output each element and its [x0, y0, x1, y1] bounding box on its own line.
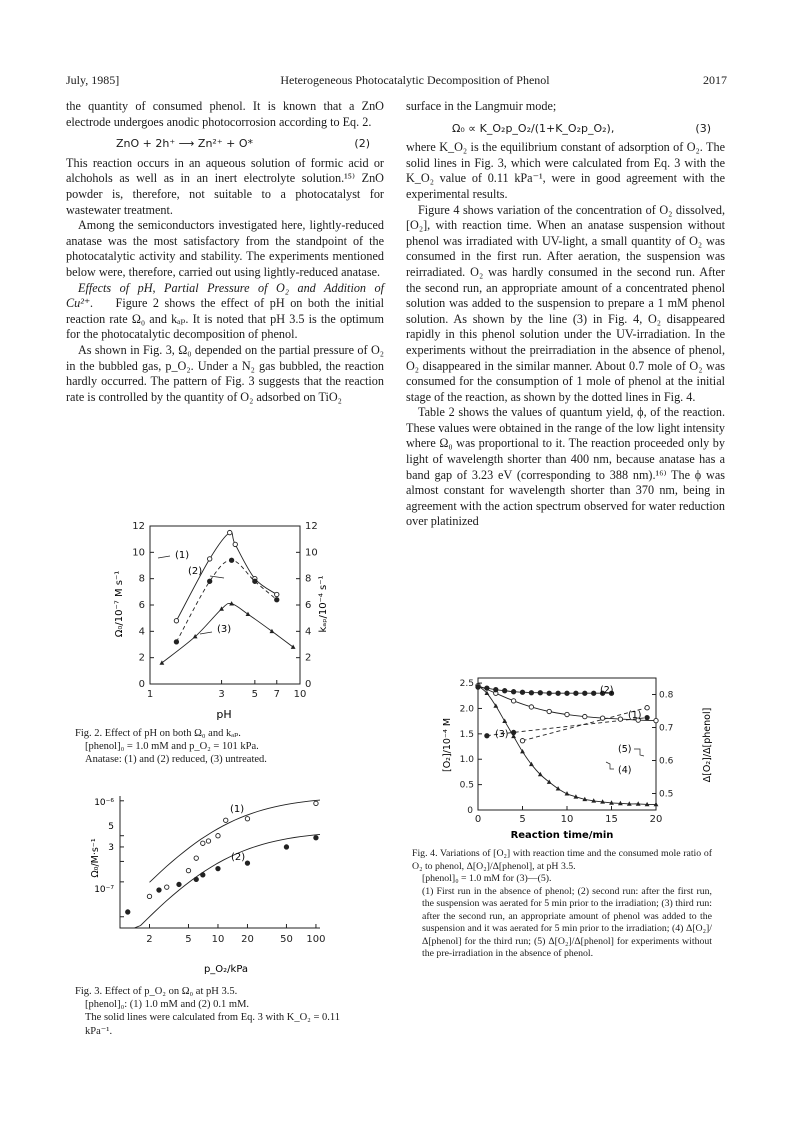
- caption-line: (1) First run in the absence of phenol; (2) second run: after the first run, the suspension was aerated for 5 min prior to the irradiation; (3) third run: after the second run, an appropriate amount of phenol was added to the suspension and it was aerated for 5 min prior to the irradiation; (4) Δ[O₂]/Δ[phenol] for the third run; (5) Δ[O₂]/Δ[phenol] for experiments without the pre-irradiation in the absence of phenol.: [422, 885, 712, 959]
- curve-label-2: (2): [188, 566, 203, 577]
- x-axis-label: Reaction time/min: [510, 830, 614, 841]
- data-point: [314, 801, 318, 805]
- y-tick-label: 2.5: [459, 679, 474, 690]
- data-point: [207, 557, 211, 561]
- data-point: [503, 688, 507, 692]
- header-left: July, 1985]: [66, 73, 120, 87]
- y2-tick-label: 8: [305, 573, 312, 585]
- data-point: [529, 691, 533, 695]
- data-point: [645, 715, 649, 719]
- curve-label-3: (3): [217, 624, 232, 635]
- x-tick-label: 0: [474, 814, 482, 825]
- paragraph: Figure 4 shows variation of the concentration of O₂ dissolved, [O₂], with reaction time. When an anatase suspension without phenol was irradiated with UV-light, a small quantity of O₂ was consumed in the first run. After aeration, the suspension was reirradiated. O₂ was hardly consumed in the second run. After the second run, an appropriate amount of a concentrated phenol solution was added to the suspension to prepare a 1 mM phenol solution. As shown by the line (3) in Fig. 4, O₂ disappeared rapidly in this phenol solution under the UV-irradiation. In the experiments without the preirradiation in the absence of phenol, O₂ disappeared in the similar manner. About 0.7 mole of O₂ was consumed for the consumption of 1 mole of phenol at the initial stage of the reaction, as shown by the dotted lines in Fig. 4.: [406, 202, 725, 404]
- x-tick-label: 10: [560, 814, 574, 825]
- data-point: [291, 645, 296, 649]
- y-tick-label: 8: [138, 573, 145, 585]
- figure-3-chart: [86, 788, 332, 976]
- y2-tick-label: 0.8: [659, 690, 674, 701]
- data-point: [174, 619, 178, 623]
- data-point: [206, 839, 210, 843]
- x-tick-label: 3: [218, 689, 225, 700]
- data-point: [157, 888, 161, 892]
- left-column: [66, 99, 384, 405]
- caption-line: The solid lines were calculated from Eq. 3 with K_O₂ = 0.11 kPa⁻¹.: [85, 1012, 341, 1037]
- paragraph: This reaction occurs in an aqueous solution of formic acid or alchohols as well as in an inert electrolyte solution.¹⁵⁾ ZnO powder is, therefore, not suitable to a photocatalyst for wastewater treatment.: [66, 155, 384, 217]
- y-tick-label: 12: [132, 521, 145, 532]
- y-tick-label: 1.5: [459, 729, 474, 740]
- data-point: [245, 861, 249, 865]
- data-point: [583, 691, 587, 695]
- paragraph: where K_O₂ is the equilibrium constant of adsorption of O₂. The solid lines in Fig. 3, which were calculated from Eq. 3 with the K_O₂ value of 0.11 kPa⁻¹, were in good agreement with the experimental results.: [406, 140, 725, 201]
- arrow-1: [158, 556, 170, 558]
- x-tick-label: 5: [519, 814, 526, 825]
- y2-tick-label: 0.7: [659, 723, 674, 734]
- figure-4-chart: [438, 670, 718, 842]
- data-point: [165, 885, 169, 889]
- data-point: [574, 691, 578, 695]
- data-point: [201, 841, 205, 845]
- right-column: [406, 99, 725, 530]
- curve-label-2: (2): [231, 852, 246, 863]
- equation-text: Ω₀ ∝ K_O₂p_O₂/(1+K_O₂p_O₂),: [452, 121, 615, 135]
- x-tick-label: 2: [146, 934, 153, 945]
- y2-tick-label: 0.6: [659, 756, 674, 767]
- data-point: [228, 530, 232, 534]
- x-tick-label: 20: [241, 934, 254, 945]
- caption-line: Fig. 4. Variations of [O₂] with reaction time and the consumed mole ratio of O₂ to phenol, Δ[O₂]/Δ[phenol], at pH 3.5.: [412, 848, 712, 872]
- y2-tick-label: 0: [305, 679, 312, 690]
- caption-line: Anatase: (1) and (2) reduced, (3) untreated.: [85, 754, 267, 766]
- data-point: [201, 873, 205, 877]
- series-line: [487, 718, 647, 736]
- x-tick-label: 50: [280, 934, 293, 945]
- y-tick-label: 6: [138, 600, 145, 611]
- data-point: [147, 894, 151, 898]
- equation-3: [406, 115, 725, 141]
- fitted-line: [128, 834, 320, 928]
- x-tick-label: 10: [211, 934, 225, 945]
- data-point: [186, 868, 190, 872]
- data-point: [645, 706, 649, 710]
- label-leader: [606, 762, 614, 769]
- y-axis-label: [O₂]/10⁻⁴ M: [442, 717, 453, 773]
- data-point: [275, 598, 279, 602]
- y2-tick-label: 6: [305, 600, 312, 611]
- data-point: [547, 691, 551, 695]
- paragraph: surface in the Langmuir mode;: [406, 99, 557, 113]
- label-leader: [634, 749, 644, 756]
- y-tick-label: 4: [138, 626, 145, 638]
- x-tick-label: 100: [306, 934, 326, 945]
- data-point: [233, 542, 237, 546]
- data-point: [207, 579, 211, 583]
- figure-2-caption: [75, 727, 365, 767]
- paragraph: [66, 281, 384, 343]
- x-tick-label: 15: [605, 814, 618, 825]
- data-point: [600, 716, 604, 720]
- curve-label-4: (4): [618, 765, 632, 776]
- data-point: [556, 786, 561, 790]
- data-point: [485, 686, 489, 690]
- paragraph: Table 2 shows the values of quantum yield, ϕ, of the reaction. These values were obtained in the range of the low light intensity where Ω₀ was proportional to it. The reaction proceeded only by light of wavelength shorter than 400 nm, because anatase has a band gap of 3.23 eV (corresponding to 388 nm).¹⁶⁾ The ϕ was almost constant for wavelength shorter than 370 nm, being in agreement with the action spectrum observed for water reduction over platinized: [406, 405, 725, 529]
- data-point: [159, 660, 164, 664]
- data-point: [174, 640, 178, 644]
- y2-tick-label: 4: [305, 626, 312, 638]
- paragraph: Among the semiconductors investigated here, lightly-reduced anatase was the most satisfactory from the standpoint of the photocatalytic activity and stability. The experiments mentioned below were, therefore, carried out using lightly-reduced anatase.: [66, 218, 384, 279]
- data-point: [253, 579, 257, 583]
- data-point: [511, 699, 515, 703]
- caption-line: [phenol]₀ = 1.0 mM for (3)—(5).: [422, 873, 552, 884]
- y-tick-label: 10⁻⁶: [94, 798, 114, 808]
- y-tick-label: 5: [108, 822, 114, 832]
- equation-number: (2): [354, 137, 370, 151]
- data-point: [494, 687, 498, 691]
- x-axis-label: p_O₂/kPa: [203, 964, 249, 975]
- x-axis-label: pH: [216, 708, 232, 721]
- curve-label-1: (1): [175, 550, 190, 561]
- y-tick-label: 3: [108, 843, 114, 853]
- curve-label-1: (1): [628, 710, 642, 721]
- data-point: [556, 691, 560, 695]
- data-point: [126, 910, 130, 914]
- x-tick-label: 7: [273, 689, 280, 700]
- y-tick-label: 10⁻⁷: [94, 885, 114, 895]
- data-point: [216, 834, 220, 838]
- x-tick-label: 5: [185, 934, 192, 945]
- y-tick-label: 10: [132, 547, 145, 559]
- data-point: [520, 690, 524, 694]
- data-point: [592, 691, 596, 695]
- caption-line: [phenol]₀: (1) 1.0 mM and (2) 0.1 mM.: [85, 999, 250, 1011]
- figure-2-chart: [100, 512, 340, 722]
- data-point: [583, 714, 587, 718]
- curve-label-2: (2): [600, 685, 614, 696]
- data-point: [194, 877, 198, 881]
- x-tick-label: 20: [649, 814, 663, 825]
- figure-3-caption: [75, 985, 365, 1038]
- y2-axis-label: Δ[O₂]/Δ[phenol]: [702, 707, 713, 783]
- x-tick-label: 5: [251, 689, 259, 700]
- y2-tick-label: 12: [305, 521, 318, 532]
- y-tick-label: 1.0: [459, 755, 474, 766]
- y-tick-label: 2.0: [459, 704, 474, 715]
- figure-4-caption: [412, 848, 712, 961]
- caption-line: Fig. 2. Effect of pH on both Ω₀ and kₐₚ.: [75, 728, 241, 739]
- data-point: [547, 779, 552, 783]
- data-point: [275, 592, 279, 596]
- paragraph: As shown in Fig. 3, Ω₀ depended on the partial pressure of O₂ in the bubbled gas, p_O₂. Under a N₂ gas bubbled, the reaction hardly occurred. The pattern of Fig. 3 suggests that the reaction rate is controlled by the quantity of O₂ adsorbed on TiO₂: [66, 342, 384, 404]
- data-point: [565, 691, 569, 695]
- curve-label-5: (5): [618, 744, 632, 755]
- data-point: [229, 558, 233, 562]
- data-point: [224, 818, 228, 822]
- paragraph: the quantity of consumed phenol. It is known that a ZnO electrode undergoes anodic photocorrosion according to Eq. 2.: [66, 99, 384, 129]
- curve-label-1: (1): [230, 804, 245, 815]
- data-point: [511, 690, 515, 694]
- y2-tick-label: 0.5: [659, 789, 674, 800]
- y-tick-label: 0.5: [459, 780, 474, 791]
- data-point: [216, 866, 220, 870]
- data-point: [547, 709, 551, 713]
- paragraph-body: Figure 2 shows the effect of pH on both the initial reaction rate Ω₀ and kₐₚ. It is noted that pH 3.5 is the optimum for the photocatalytic decomposition of phenol.: [66, 296, 385, 342]
- equation-2: [66, 130, 384, 156]
- data-point: [529, 705, 533, 709]
- data-point: [314, 836, 318, 840]
- data-point: [565, 712, 569, 716]
- arrow-3: [200, 632, 212, 634]
- y-tick-label: 2: [138, 652, 145, 664]
- caption-line: [phenol]₀ = 1.0 mM and p_O₂ = 101 kPa.: [85, 741, 259, 753]
- x-tick-label: 10: [293, 689, 307, 700]
- data-point: [538, 691, 542, 695]
- data-point: [246, 612, 251, 616]
- equation-number: (3): [695, 121, 711, 135]
- y-axis-label: Ω₀/M·s⁻¹: [90, 838, 101, 878]
- page-number: 2017: [703, 73, 727, 87]
- data-point: [194, 856, 198, 860]
- header-title: Heterogeneous Photocatalytic Decomposition of Phenol: [280, 73, 550, 87]
- data-point: [245, 817, 249, 821]
- data-point: [284, 845, 288, 849]
- data-point: [654, 718, 658, 722]
- y-tick-label: 0: [138, 679, 145, 690]
- data-point: [520, 739, 524, 743]
- section-heading: Effects of pH, Partial Pressure of O₂ and Addition of Cu²⁺.: [66, 280, 384, 311]
- data-point: [502, 719, 507, 723]
- data-point: [618, 717, 622, 721]
- equation-text: ZnO + 2h⁺ ⟶ Zn²⁺ + O*: [116, 137, 254, 151]
- y2-axis-label: kₐₚ/10⁻⁴ s⁻¹: [318, 575, 329, 633]
- data-point: [485, 734, 489, 738]
- curve-label-3: (3): [495, 729, 509, 740]
- data-point: [511, 730, 515, 734]
- y2-tick-label: 2: [305, 652, 312, 664]
- x-tick-label: 1: [146, 689, 154, 700]
- y2-tick-label: 10: [305, 547, 318, 559]
- plot-frame: [150, 526, 300, 684]
- y-tick-label: 0: [467, 806, 473, 816]
- caption-line: Fig. 3. Effect of p_O₂ on Ω₀ at pH 3.5.: [75, 986, 238, 997]
- data-point: [270, 629, 275, 633]
- y-axis-label: Ω₀/10⁻⁷ M s⁻¹: [114, 570, 125, 638]
- data-point: [177, 882, 181, 886]
